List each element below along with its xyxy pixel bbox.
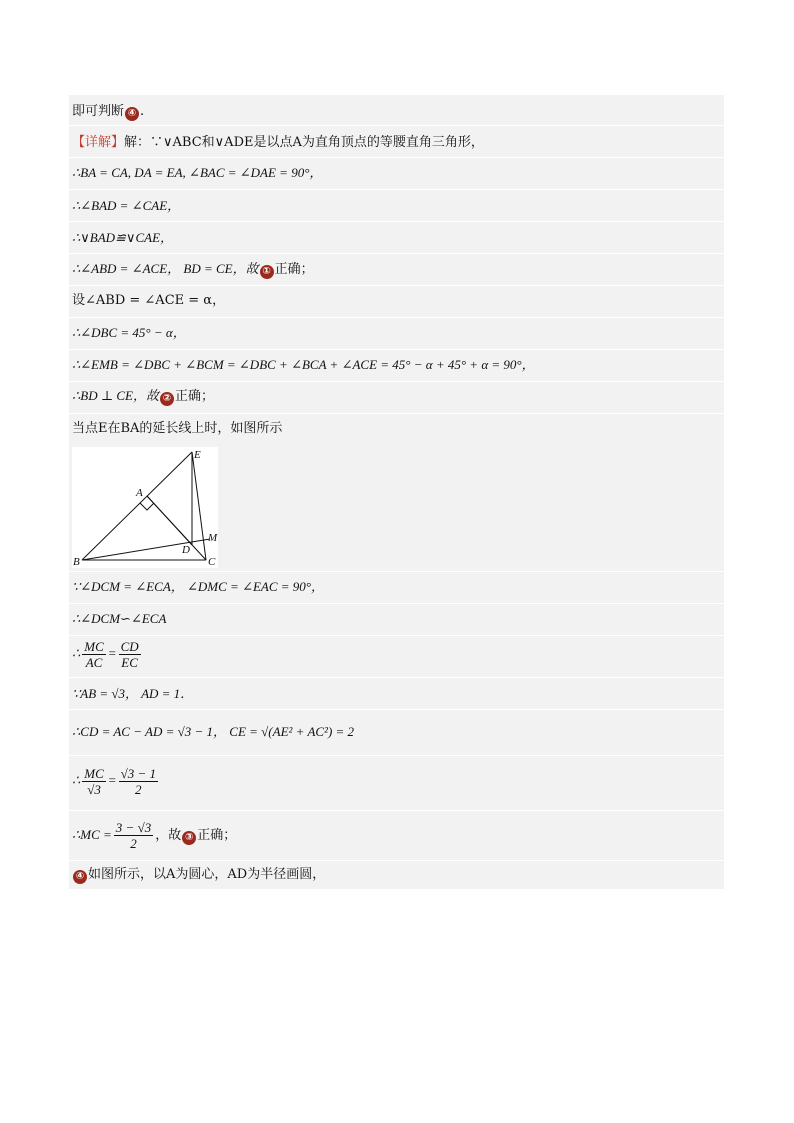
- line-text: 解：∵∨ABC和∨ADE是以点A为直角顶点的等腰直角三角形，: [124, 135, 484, 150]
- denominator: √3: [87, 782, 101, 797]
- math-text: ∴∠DBC = 45° − α，: [72, 325, 186, 340]
- separator: [69, 603, 724, 604]
- math-text: ∴∠BAD = ∠CAE，: [72, 198, 181, 213]
- text-line: [72, 356, 535, 374]
- circled-number: ①: [260, 265, 274, 279]
- line-EC: [192, 452, 206, 560]
- text-line: [72, 324, 186, 342]
- separator: [69, 189, 724, 190]
- circled-number: ②: [160, 392, 174, 406]
- fraction: [114, 820, 153, 851]
- separator: [69, 317, 724, 318]
- numerator: MC: [84, 639, 104, 654]
- separator: [69, 381, 724, 382]
- numerator: CD: [120, 639, 139, 654]
- circled-number: ④: [73, 870, 87, 884]
- line-text: 正确；: [274, 262, 314, 277]
- text-line: [72, 723, 354, 741]
- text-line: [72, 639, 143, 670]
- fraction: [119, 766, 158, 797]
- circled-number: ③: [182, 831, 196, 845]
- denominator: 2: [130, 836, 137, 851]
- separator: [69, 349, 724, 350]
- math-text: ∴BD ⊥ CE，故: [72, 388, 159, 403]
- line-BE: [82, 452, 192, 560]
- separator: [69, 413, 724, 414]
- denominator: EC: [121, 655, 138, 670]
- separator: [69, 635, 724, 636]
- separator: [69, 860, 724, 861]
- line-text: 设∠ABD = ∠ACE = α，: [72, 293, 226, 308]
- separator: [69, 221, 724, 222]
- text-line: [72, 229, 173, 247]
- denominator: AC: [85, 655, 103, 670]
- separator: [69, 571, 724, 572]
- text-line: [72, 420, 282, 438]
- label-A: A: [136, 487, 143, 499]
- line-text: 正确；: [174, 389, 214, 404]
- separator: [69, 157, 724, 158]
- separator: [69, 125, 724, 126]
- separator: [69, 677, 724, 678]
- math-text: ∴∨BAD≌∨CAE，: [72, 230, 174, 245]
- separator: [69, 709, 724, 710]
- triangle-diagram: [72, 447, 218, 568]
- right-angle-mark: [140, 503, 154, 510]
- line-text: 当点E在BA的延长线上时，如图所示: [72, 421, 283, 436]
- math-text: ∴∠DCM∽∠ECA: [72, 611, 167, 626]
- label-C: C: [208, 556, 216, 568]
- math-text: ∴MC =: [72, 827, 112, 842]
- text-line: [72, 866, 325, 884]
- math-text: ∵AB = √3， AD = 1．: [72, 686, 194, 701]
- text-line: [72, 387, 214, 406]
- text-line: [72, 134, 484, 152]
- text-line: [72, 164, 322, 182]
- text-line: [72, 685, 193, 703]
- line-text: 如图所示，以A为圆心，AD为半径画圆，: [88, 867, 326, 882]
- line-text: 即可判断: [72, 104, 125, 119]
- text-line: [72, 766, 160, 797]
- math-text: ∴: [72, 772, 81, 788]
- math-text: ∴BA = CA, DA = EA, ∠BAC = ∠DAE = 90°，: [72, 165, 323, 180]
- geometry-figure: [72, 447, 218, 568]
- line-text: .: [140, 104, 145, 119]
- fraction: [82, 766, 106, 797]
- text-line: [72, 610, 166, 628]
- math-text: ∴∠ABD = ∠ACE， BD = CE，故: [72, 261, 259, 276]
- fraction: [119, 639, 141, 670]
- math-text: ∴CD = AC − AD = √3 − 1， CE = √(AE² + AC²) = 2: [72, 724, 355, 739]
- text-line: [72, 820, 236, 851]
- math-text: ∵∠DCM = ∠ECA， ∠DMC = ∠EAC = 90°，: [72, 579, 324, 594]
- line-BM: [82, 539, 210, 560]
- denominator: 2: [135, 782, 142, 797]
- label-B: B: [73, 556, 80, 568]
- text-line: [72, 292, 225, 310]
- separator: [69, 810, 724, 811]
- text-line: [72, 197, 180, 215]
- separator: [69, 285, 724, 286]
- separator: [69, 253, 724, 254]
- line-text: ，故: [155, 828, 182, 843]
- equals-sign: =: [107, 645, 117, 661]
- numerator: 3 − √3: [115, 820, 152, 835]
- label-M: M: [208, 532, 218, 544]
- text-line: [72, 260, 314, 279]
- separator: [69, 755, 724, 756]
- math-text: ∴∠EMB = ∠DBC + ∠BCM = ∠DBC + ∠BCA + ∠ACE = 45° − α + 45° + α = 90°，: [72, 357, 535, 372]
- detail-heading: 【详解】: [72, 135, 125, 150]
- text-line: [72, 103, 144, 121]
- text-line: [72, 578, 324, 596]
- fraction: [82, 639, 106, 670]
- label-D: D: [182, 544, 190, 556]
- equals-sign: =: [107, 772, 117, 788]
- numerator: √3 − 1: [120, 766, 156, 781]
- circled-number: ④: [125, 107, 139, 121]
- line-text: 正确；: [197, 828, 237, 843]
- label-E: E: [194, 449, 201, 461]
- math-text: ∴: [72, 645, 81, 661]
- numerator: MC: [84, 766, 104, 781]
